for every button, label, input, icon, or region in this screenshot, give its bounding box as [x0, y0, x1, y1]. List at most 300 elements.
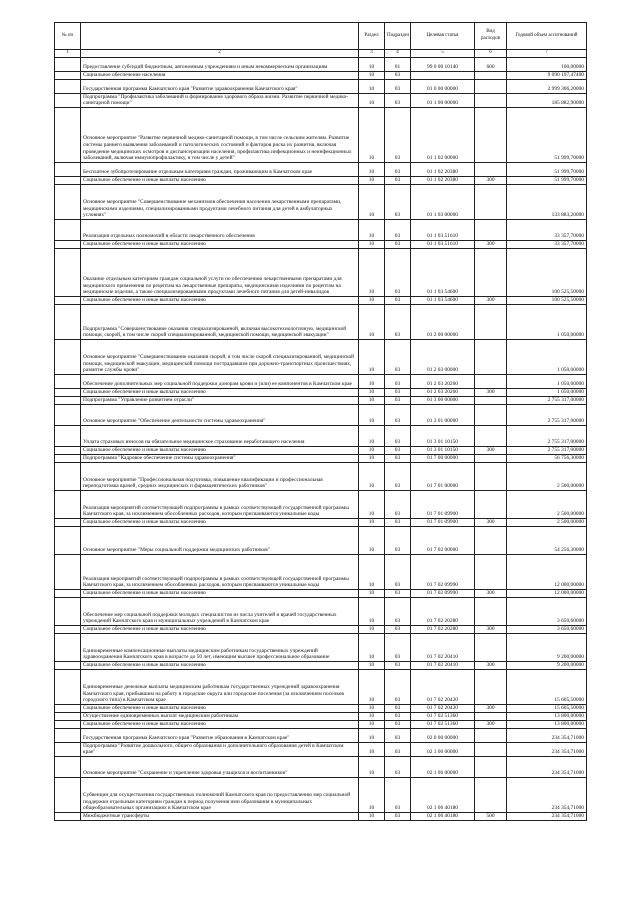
- row-number-cell: [55, 176, 81, 184]
- row-section-cell: 10: [359, 296, 385, 304]
- row-number-cell: [55, 425, 81, 446]
- row-subsection-cell: 03: [385, 554, 411, 589]
- row-subsection-cell: 03: [385, 107, 411, 162]
- row-amount-cell: 33 357,70000: [507, 240, 587, 248]
- row-number-cell: [55, 374, 81, 388]
- table-row: [55, 704, 587, 712]
- row-subsection-cell: 03: [385, 79, 411, 93]
- row-section-cell: 10: [359, 71, 385, 79]
- row-expense-type-cell: 600: [475, 57, 507, 71]
- row-target-article-cell: 02 1 00 00000: [411, 742, 475, 756]
- row-section-cell: 10: [359, 404, 385, 425]
- row-section-cell: 10: [359, 454, 385, 462]
- row-name-cell: Единовременные компенсационные выплаты медицинским работникам государственных учреждений здравоохранения Камчатского края в возрасте до 50 лет, имеющим высшее профессиональное образование: [81, 633, 359, 661]
- row-name-cell: Подпрограмма "Развитие дошкольного, общего образования и дополнительного образования детей в Камчатском крае": [81, 742, 359, 756]
- row-target-article-cell: 01 7 02 20420: [411, 704, 475, 712]
- row-expense-type-cell: [475, 597, 507, 625]
- row-amount-cell: 2 755 317,00000: [507, 425, 587, 446]
- row-target-article-cell: 02 1 06 40180: [411, 812, 475, 820]
- row-expense-type-cell: [475, 669, 507, 704]
- table-row: [55, 396, 587, 404]
- row-subsection-cell: 03: [385, 93, 411, 107]
- row-expense-type-cell: [475, 79, 507, 93]
- row-target-article-cell: 01 1 03 51610: [411, 240, 475, 248]
- row-expense-type-cell: 500: [475, 812, 507, 820]
- row-expense-type-cell: [475, 404, 507, 425]
- row-number-cell: [55, 57, 81, 71]
- row-number-cell: [55, 462, 81, 490]
- row-name-cell: Социальное обеспечение и иные выплаты населению: [81, 720, 359, 728]
- row-expense-type-cell: [475, 554, 507, 589]
- row-amount-cell: 133 883,20000: [507, 184, 587, 219]
- row-amount-cell: 2 755 317,00000: [507, 404, 587, 425]
- row-name-cell: Подпрограмма "Профилактика заболеваний и формирование здорового образа жизни. Развитие первичной медико-санитарной помощи": [81, 93, 359, 107]
- row-expense-type-cell: [475, 304, 507, 339]
- row-amount-cell: 2 500,00000: [507, 462, 587, 490]
- row-section-cell: 10: [359, 625, 385, 633]
- row-subsection-cell: 03: [385, 742, 411, 756]
- row-subsection-cell: 03: [385, 446, 411, 454]
- row-subsection-cell: 03: [385, 625, 411, 633]
- row-amount-cell: 9 090 197,47400: [507, 71, 587, 79]
- row-target-article-cell: 01 7 02 51360: [411, 720, 475, 728]
- table-row: [55, 518, 587, 526]
- row-amount-cell: 2 999 306,20000: [507, 79, 587, 93]
- row-section-cell: 10: [359, 633, 385, 661]
- row-expense-type-cell: [475, 219, 507, 240]
- row-section-cell: 10: [359, 712, 385, 720]
- row-amount-cell: 12 000,00000: [507, 589, 587, 597]
- budget-table-page: [54, 22, 586, 821]
- row-subsection-cell: 03: [385, 777, 411, 812]
- row-subsection-cell: 03: [385, 240, 411, 248]
- row-amount-cell: 1 050,00000: [507, 339, 587, 374]
- row-section-cell: 10: [359, 589, 385, 597]
- table-row: [55, 554, 587, 589]
- row-name-cell: Основное мероприятие "Совершенствование оказания скорой, в том числе скорой специализированной, медицинской помощи, медицинской эвакуации, медицинской помощи пострадавшим при дорожно-транспортных происшествиях, развитие службы крови": [81, 339, 359, 374]
- row-target-article-cell: 01 2 00 00000: [411, 304, 475, 339]
- row-expense-type-cell: [475, 107, 507, 162]
- col-number: 2: [81, 50, 359, 58]
- row-name-cell: Единовременные денежные выплаты медицинским работникам государственных учреждений здравоохранения Камчатского края, прибывшим на работу в городские округа или городские поселения (за исключением поселков городского типа) в Камчатском крае: [81, 669, 359, 704]
- row-name-cell: Социальное обеспечение и иные выплаты населению: [81, 625, 359, 633]
- row-expense-type-cell: [475, 526, 507, 554]
- row-target-article-cell: 01 1 02 20380: [411, 176, 475, 184]
- table-row: [55, 712, 587, 720]
- table-row: [55, 57, 587, 71]
- header-amount: Годовой объем ассигнований: [507, 23, 587, 50]
- row-expense-type-cell: [475, 742, 507, 756]
- row-amount-cell: 234 354,71000: [507, 756, 587, 777]
- row-subsection-cell: 03: [385, 71, 411, 79]
- row-section-cell: 10: [359, 661, 385, 669]
- header-expense-type: Вид расходов: [475, 23, 507, 50]
- row-amount-cell: 234 354,71000: [507, 742, 587, 756]
- row-amount-cell: 15 605,50000: [507, 669, 587, 704]
- row-target-article-cell: 01 7 02 51360: [411, 712, 475, 720]
- row-subsection-cell: 03: [385, 720, 411, 728]
- row-section-cell: 10: [359, 219, 385, 240]
- row-name-cell: Социальное обеспечение и иные выплаты населению: [81, 296, 359, 304]
- row-number-cell: [55, 248, 81, 296]
- row-expense-type-cell: [475, 374, 507, 388]
- row-number-cell: [55, 93, 81, 107]
- row-section-cell: 10: [359, 720, 385, 728]
- row-name-cell: Государственная программа Камчатского края "Развитие образования в Камчатском крае": [81, 728, 359, 742]
- table-row: [55, 633, 587, 661]
- row-target-article-cell: 01 7 02 20280: [411, 625, 475, 633]
- row-subsection-cell: 01: [385, 57, 411, 71]
- row-amount-cell: 9 200,00000: [507, 661, 587, 669]
- row-number-cell: [55, 304, 81, 339]
- header-subsection: Подраздел: [385, 23, 411, 50]
- row-section-cell: 10: [359, 462, 385, 490]
- row-section-cell: 10: [359, 526, 385, 554]
- row-expense-type-cell: [475, 756, 507, 777]
- row-name-cell: Подпрограмма "Совершенствование оказания специализированной, включая высокотехнологичную, медицинской помощи, скорой, в том числе скорой специализированной, медицинской помощи, медицинской эвакуации": [81, 304, 359, 339]
- row-number-cell: [55, 79, 81, 93]
- row-number-cell: [55, 396, 81, 404]
- row-amount-cell: 100 525,50000: [507, 248, 587, 296]
- col-number: 7: [507, 50, 587, 58]
- row-amount-cell: 9 200,00000: [507, 633, 587, 661]
- row-section-cell: 10: [359, 554, 385, 589]
- row-number-cell: [55, 240, 81, 248]
- table-row: [55, 374, 587, 388]
- row-expense-type-cell: 300: [475, 589, 507, 597]
- row-amount-cell: 51 999,70000: [507, 162, 587, 176]
- row-amount-cell: 51 999,70000: [507, 176, 587, 184]
- row-target-article-cell: 01 1 03 00000: [411, 184, 475, 219]
- row-amount-cell: 13 800,00000: [507, 720, 587, 728]
- row-amount-cell: 3 650,60000: [507, 625, 587, 633]
- row-target-article-cell: 02 0 00 00000: [411, 728, 475, 742]
- table-row: [55, 812, 587, 820]
- row-section-cell: 10: [359, 812, 385, 820]
- row-section-cell: 10: [359, 248, 385, 296]
- table-row: [55, 79, 587, 93]
- row-name-cell: Социальное обеспечение и иные выплаты населению: [81, 704, 359, 712]
- row-amount-cell: 12 000,00000: [507, 554, 587, 589]
- row-expense-type-cell: 300: [475, 446, 507, 454]
- row-section-cell: 10: [359, 704, 385, 712]
- row-subsection-cell: 03: [385, 184, 411, 219]
- row-number-cell: [55, 597, 81, 625]
- col-number: 1: [55, 50, 81, 58]
- row-name-cell: Предоставление субсидий бюджетным, автономным учреждениям и иным некоммерческим организациям: [81, 57, 359, 71]
- row-number-cell: [55, 296, 81, 304]
- table-row: [55, 425, 587, 446]
- row-expense-type-cell: [475, 425, 507, 446]
- row-number-cell: [55, 589, 81, 597]
- row-section-cell: 10: [359, 728, 385, 742]
- row-target-article-cell: 01 1 00 00000: [411, 93, 475, 107]
- row-subsection-cell: 03: [385, 454, 411, 462]
- row-section-cell: 10: [359, 162, 385, 176]
- table-body: [55, 57, 587, 820]
- row-expense-type-cell: [475, 248, 507, 296]
- row-subsection-cell: 03: [385, 296, 411, 304]
- row-number-cell: [55, 777, 81, 812]
- row-subsection-cell: 03: [385, 518, 411, 526]
- table-row: [55, 304, 587, 339]
- row-number-cell: [55, 388, 81, 396]
- row-expense-type-cell: [475, 71, 507, 79]
- row-subsection-cell: 03: [385, 526, 411, 554]
- table-row: [55, 162, 587, 176]
- row-expense-type-cell: [475, 339, 507, 374]
- row-target-article-cell: 02 1 06 40180: [411, 777, 475, 812]
- row-target-article-cell: 01 2 03 20260: [411, 388, 475, 396]
- row-number-cell: [55, 669, 81, 704]
- col-number: 3: [359, 50, 385, 58]
- row-number-cell: [55, 742, 81, 756]
- row-target-article-cell: 02 1 06 00000: [411, 756, 475, 777]
- row-expense-type-cell: [475, 162, 507, 176]
- row-amount-cell: 33 357,70000: [507, 219, 587, 240]
- row-name-cell: Основное мероприятие "Сохранение и укрепление здоровья учащихся и воспитанников": [81, 756, 359, 777]
- table-row: [55, 107, 587, 162]
- row-name-cell: Реализация мероприятий соответствующей подпрограммы в рамках соответствующей государственной программы Камчатского края, за исключением обособленных расходов, которым присваиваются уникальные коды: [81, 554, 359, 589]
- row-number-cell: [55, 704, 81, 712]
- row-subsection-cell: 03: [385, 728, 411, 742]
- row-section-cell: 10: [359, 374, 385, 388]
- row-section-cell: 10: [359, 79, 385, 93]
- row-expense-type-cell: [475, 490, 507, 518]
- row-name-cell: Уплата страховых взносов на обязательное медицинское страхование неработающего населения: [81, 425, 359, 446]
- table-row: [55, 462, 587, 490]
- row-amount-cell: 100 525,50000: [507, 296, 587, 304]
- row-target-article-cell: 01 7 02 00000: [411, 526, 475, 554]
- row-expense-type-cell: 300: [475, 704, 507, 712]
- row-expense-type-cell: [475, 777, 507, 812]
- row-amount-cell: 51 999,70000: [507, 107, 587, 162]
- row-section-cell: 10: [359, 777, 385, 812]
- row-subsection-cell: 03: [385, 712, 411, 720]
- row-name-cell: Социальное обеспечение населения: [81, 71, 359, 79]
- row-name-cell: Реализация отдельных полномочий в области лекарственного обеспечения: [81, 219, 359, 240]
- row-amount-cell: 1 050,00000: [507, 388, 587, 396]
- row-subsection-cell: 03: [385, 425, 411, 446]
- row-amount-cell: 185 882,90000: [507, 93, 587, 107]
- row-name-cell: Социальное обеспечение и иные выплаты населению: [81, 589, 359, 597]
- row-subsection-cell: 03: [385, 661, 411, 669]
- row-section-cell: 10: [359, 518, 385, 526]
- row-amount-cell: 1 050,00000: [507, 304, 587, 339]
- table-row: [55, 490, 587, 518]
- row-subsection-cell: 03: [385, 248, 411, 296]
- row-amount-cell: 13 800,00000: [507, 712, 587, 720]
- table-row: [55, 454, 587, 462]
- table-row: [55, 219, 587, 240]
- row-target-article-cell: 01 7 02 09990: [411, 554, 475, 589]
- row-number-cell: [55, 812, 81, 820]
- row-amount-cell: 1 050,00000: [507, 374, 587, 388]
- row-subsection-cell: 03: [385, 669, 411, 704]
- table-row: [55, 526, 587, 554]
- row-section-cell: 10: [359, 107, 385, 162]
- row-subsection-cell: 03: [385, 633, 411, 661]
- table-header-row: [55, 23, 587, 50]
- row-section-cell: 10: [359, 425, 385, 446]
- row-section-cell: 10: [359, 742, 385, 756]
- row-expense-type-cell: 300: [475, 518, 507, 526]
- row-section-cell: 10: [359, 490, 385, 518]
- row-amount-cell: 56 756,30000: [507, 454, 587, 462]
- row-expense-type-cell: 300: [475, 388, 507, 396]
- row-section-cell: 10: [359, 184, 385, 219]
- row-section-cell: 10: [359, 93, 385, 107]
- row-target-article-cell: 01 7 00 00000: [411, 454, 475, 462]
- header-section: Раздел: [359, 23, 385, 50]
- header-target-article: Целевая статья: [411, 23, 475, 50]
- row-name-cell: Социальное обеспечение и иные выплаты населению: [81, 446, 359, 454]
- row-number-cell: [55, 404, 81, 425]
- row-name-cell: Обеспечение мер социальной поддержки молодых специалистов из числа учителей и врачей государственных учреждений Камчатского края и муниципальных учреждений в Камчатском крае: [81, 597, 359, 625]
- row-section-cell: 10: [359, 669, 385, 704]
- row-name-cell: Социальное обеспечение и иные выплаты населению: [81, 388, 359, 396]
- table-row: [55, 661, 587, 669]
- row-expense-type-cell: 300: [475, 661, 507, 669]
- row-number-cell: [55, 554, 81, 589]
- row-name-cell: Основное мероприятие "Развитие первичной медико-санитарной помощи, в том числе сельским жителям. Развитие системы раннего выявления заболеваний и патологических состояний и факторов риска их развития, включая проведение медицинских осмотров и диспансеризации населения, профилактика инфекционных и неинфекционных заболеваний, включая иммунопрофилактику, в том числе у детей": [81, 107, 359, 162]
- column-number-row: [55, 50, 587, 58]
- row-amount-cell: 234 354,71000: [507, 728, 587, 742]
- row-target-article-cell: 01 1 02 00000: [411, 107, 475, 162]
- row-name-cell: Подпрограмма "Управление развитием отрасли": [81, 396, 359, 404]
- row-number-cell: [55, 446, 81, 454]
- table-row: [55, 720, 587, 728]
- row-subsection-cell: 03: [385, 704, 411, 712]
- row-target-article-cell: 01 1 03 54600: [411, 296, 475, 304]
- row-section-cell: 10: [359, 304, 385, 339]
- row-expense-type-cell: 300: [475, 176, 507, 184]
- row-number-cell: [55, 454, 81, 462]
- row-name-cell: Основное мероприятие "Меры социальной поддержки медицинских работников": [81, 526, 359, 554]
- row-target-article-cell: 01 7 02 20420: [411, 669, 475, 704]
- table-row: [55, 446, 587, 454]
- row-expense-type-cell: 300: [475, 240, 507, 248]
- table-row: [55, 597, 587, 625]
- row-subsection-cell: 03: [385, 462, 411, 490]
- header-name: [81, 23, 359, 50]
- table-row: [55, 248, 587, 296]
- row-expense-type-cell: 300: [475, 625, 507, 633]
- row-section-cell: 10: [359, 388, 385, 396]
- row-subsection-cell: 03: [385, 490, 411, 518]
- col-number: 4: [385, 50, 411, 58]
- row-target-article-cell: 01 7 01 09900: [411, 518, 475, 526]
- row-name-cell: Основное мероприятие "Обеспечение деятельности системы здравоохранения": [81, 404, 359, 425]
- row-section-cell: 10: [359, 396, 385, 404]
- row-section-cell: 10: [359, 756, 385, 777]
- table-row: [55, 756, 587, 777]
- row-subsection-cell: 03: [385, 219, 411, 240]
- row-target-article-cell: 01 1 03 51610: [411, 219, 475, 240]
- row-name-cell: Основное мероприятие "Совершенствование механизмов обеспечения населения лекарственными препаратами, медицинскими изделиями, специализированными продуктами лечебного питания для детей в амбулаторных условиях": [81, 184, 359, 219]
- row-name-cell: Социальное обеспечение и иные выплаты населению: [81, 176, 359, 184]
- table-row: [55, 388, 587, 396]
- row-expense-type-cell: [475, 454, 507, 462]
- row-subsection-cell: 03: [385, 404, 411, 425]
- row-section-cell: 10: [359, 597, 385, 625]
- table-row: [55, 296, 587, 304]
- row-name-cell: Подпрограмма "Кадровое обеспечение системы здравоохранения": [81, 454, 359, 462]
- col-number: 5: [411, 50, 475, 58]
- row-target-article-cell: 01 7 02 20280: [411, 597, 475, 625]
- row-name-cell: Социальное обеспечение и иные выплаты населению: [81, 518, 359, 526]
- row-target-article-cell: 01 0 00 00000: [411, 79, 475, 93]
- row-target-article-cell: 01 7 01 00000: [411, 462, 475, 490]
- row-number-cell: [55, 526, 81, 554]
- budget-allocation-table: [54, 22, 587, 821]
- row-number-cell: [55, 756, 81, 777]
- row-number-cell: [55, 162, 81, 176]
- row-name-cell: Обеспечение дополнительных мер социальной поддержки донорам крови и (или) ее компонентов в Камчатском крае: [81, 374, 359, 388]
- row-name-cell: Реализация мероприятий соответствующей подпрограммы в рамках соответствующей государственной программы Камчатского края, за исключением обособленных расходов, которым присваиваются уникальные коды: [81, 490, 359, 518]
- table-row: [55, 625, 587, 633]
- row-expense-type-cell: 300: [475, 296, 507, 304]
- row-target-article-cell: 01 7 02 20410: [411, 661, 475, 669]
- row-number-cell: [55, 71, 81, 79]
- row-amount-cell: 234 354,71000: [507, 812, 587, 820]
- table-row: [55, 93, 587, 107]
- row-expense-type-cell: [475, 633, 507, 661]
- row-name-cell: Межбюджетные трансферты: [81, 812, 359, 820]
- row-number-cell: [55, 661, 81, 669]
- table-row: [55, 404, 587, 425]
- row-target-article-cell: [411, 71, 475, 79]
- row-number-cell: [55, 720, 81, 728]
- row-amount-cell: 3 650,60000: [507, 597, 587, 625]
- row-target-article-cell: 01 1 03 54600: [411, 248, 475, 296]
- row-number-cell: [55, 490, 81, 518]
- row-expense-type-cell: [475, 396, 507, 404]
- table-row: [55, 669, 587, 704]
- row-target-article-cell: 01 2 03 00000: [411, 339, 475, 374]
- row-section-cell: 10: [359, 57, 385, 71]
- row-subsection-cell: 03: [385, 756, 411, 777]
- row-expense-type-cell: [475, 462, 507, 490]
- row-number-cell: [55, 184, 81, 219]
- row-number-cell: [55, 518, 81, 526]
- row-target-article-cell: 01 3 01 10150: [411, 425, 475, 446]
- row-subsection-cell: 03: [385, 396, 411, 404]
- table-row: [55, 176, 587, 184]
- row-section-cell: 10: [359, 339, 385, 374]
- row-number-cell: [55, 219, 81, 240]
- col-number: 6: [475, 50, 507, 58]
- row-subsection-cell: 03: [385, 162, 411, 176]
- table-row: [55, 728, 587, 742]
- row-expense-type-cell: [475, 184, 507, 219]
- row-expense-type-cell: [475, 728, 507, 742]
- row-section-cell: 10: [359, 446, 385, 454]
- row-name-cell: Бесплатное зубопротезирование отдельным категориям граждан, проживающим в Камчатском крае: [81, 162, 359, 176]
- row-expense-type-cell: [475, 712, 507, 720]
- row-amount-cell: 2 755 317,00000: [507, 446, 587, 454]
- row-section-cell: 10: [359, 176, 385, 184]
- row-amount-cell: 15 605,50000: [507, 704, 587, 712]
- row-subsection-cell: 03: [385, 374, 411, 388]
- table-row: [55, 777, 587, 812]
- row-target-article-cell: 01 3 00 00000: [411, 396, 475, 404]
- row-target-article-cell: 01 2 03 20260: [411, 374, 475, 388]
- row-target-article-cell: 99 0 00 10140: [411, 57, 475, 71]
- row-target-article-cell: 01 1 02 20380: [411, 162, 475, 176]
- table-row: [55, 71, 587, 79]
- row-number-cell: [55, 339, 81, 374]
